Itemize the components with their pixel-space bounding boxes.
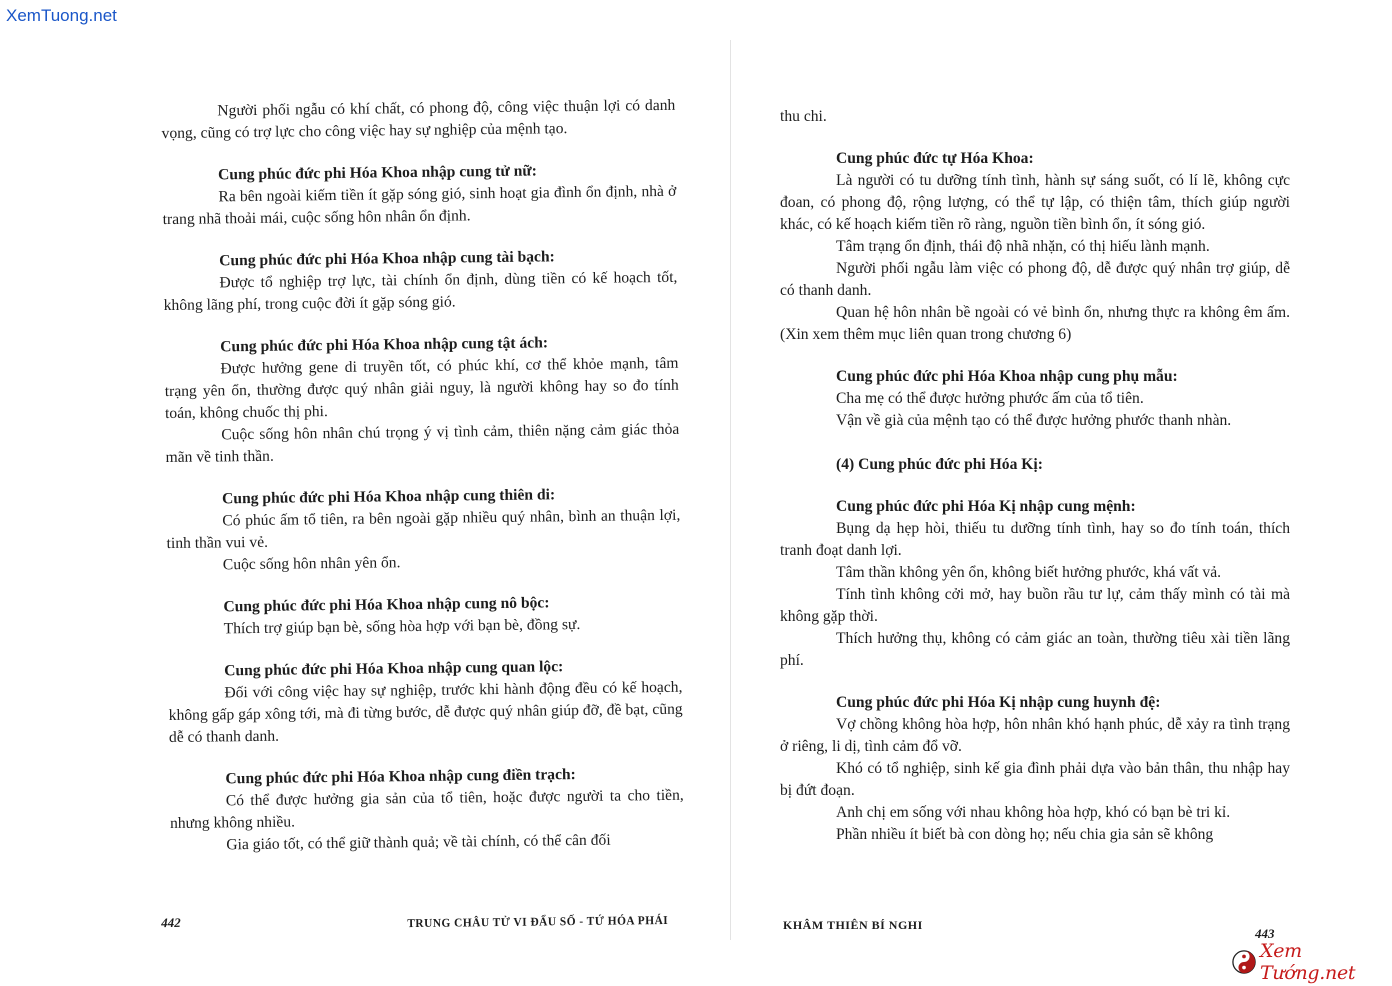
yin-yang-icon [1232, 949, 1256, 975]
paragraph: Anh chị em sống với nhau không hòa hợp, khó có bạn bè tri kỉ. [836, 804, 1231, 821]
paragraph: Thích trợ giúp bạn bè, sống hòa hợp với bạn bè, đồng sự. [223, 615, 581, 638]
subsection-heading: Cung phúc đức phi Hóa Khoa nhập cung quan lộc: [224, 658, 564, 680]
subsection-heading: Cung phúc đức tự Hóa Khoa: [836, 150, 1034, 167]
paragraph: Phần nhiều ít biết bà con dòng họ; nếu chia gia sản sẽ không [836, 826, 1214, 843]
paragraph: Tâm trạng ổn định, thái độ nhã nhặn, có thị hiếu lành mạnh. [836, 238, 1210, 255]
subsection-heading: Cung phúc đức phi Hóa Khoa nhập cung tử nữ: [218, 162, 538, 184]
paragraph: Ra bên ngoài kiếm tiền ít gặp sóng gió, sinh hoạt gia đình ổn định, nhà ở trang nhã thoải mái, cuộc sống hôn nhân ổn định. [162, 182, 677, 229]
paragraph: Cha mẹ có thể được hưởng phước ấm của tổ tiên. [836, 390, 1144, 407]
subsection-heading: Cung phúc đức phi Hóa Khoa nhập cung nô bộc: [223, 594, 550, 616]
paragraph: Tính tình không cởi mở, hay buồn rầu tư lự, cảm thấy mình có tài mà không gặp thời. [780, 586, 1290, 625]
subsection-heading: Cung phúc đức phi Hóa Kị nhập cung mệnh: [836, 498, 1136, 515]
page-number-right: 443 [1255, 926, 1275, 941]
right-page-body [780, 106, 1290, 846]
paragraph: Được hưởng gene di truyền tốt, có phúc khí, cơ thể khỏe mạnh, tâm trạng yên ổn, thường được quý nhân giải nguy, là người không hay so đo tính toán, không chuốc thị phi. [164, 354, 679, 423]
book-fold [730, 40, 731, 940]
paragraph: Vợ chồng không hòa hợp, hôn nhân khó hạnh phúc, dễ xảy ra tình trạng ở riêng, li dị, tình cảm đổ vỡ. [780, 716, 1290, 755]
paragraph: Quan hệ hôn nhân bề ngoài có vẻ bình ổn, nhưng thực ra không êm ấm. (Xin xem thêm mục liên quan trong chương 6) [780, 304, 1290, 343]
paragraph: Tâm thần không yên ổn, không biết hưởng phước, khá vất vả. [836, 564, 1222, 581]
paragraph: Có thể được hưởng gia sản của tổ tiên, hoặc được người ta cho tiền, nhưng không nhiều. [169, 786, 684, 833]
subsection-heading: Cung phúc đức phi Hóa Khoa nhập cung tài bạch: [219, 248, 555, 270]
paragraph: Người phối ngẫu có khí chất, có phong độ, công việc thuận lợi có danh vọng, cũng có trợ lực cho công việc hay sự nghiệp của mệnh tạo. [161, 96, 676, 143]
watermark-logo [1232, 940, 1392, 984]
paragraph: Đối với công việc hay sự nghiệp, trước khi hành động đều có kế hoạch, không gấp gáp xông tới, mà đi từng bước, dễ được quý nhân giúp đỡ, đề bạt, cũng dễ có thanh danh. [168, 678, 683, 747]
paragraph: Bụng dạ hẹp hòi, thiếu tu dưỡng tính tình, hay so đo tính toán, thích tranh đoạt danh lợi. [780, 520, 1290, 559]
subsection-heading: Cung phúc đức phi Hóa Kị nhập cung huynh đệ: [836, 694, 1161, 711]
paragraph: Cuộc sống hôn nhân chú trọng ý vị tình cảm, thiên nặng cảm giác thỏa mãn về tinh thần. [165, 420, 680, 467]
subsection-heading: Cung phúc đức phi Hóa Khoa nhập cung phụ mẫu: [836, 368, 1178, 385]
paragraph: Thích hưởng thụ, không có cảm giác an toàn, thường tiêu xài tiền lãng phí. [780, 630, 1290, 669]
paragraph: thu chi. [780, 108, 827, 125]
running-title-left: TRUNG CHÂU TỬ VI ĐẨU SỐ - TỨ HÓA PHÁI [407, 912, 669, 931]
left-page [144, 0, 686, 986]
paragraph: Người phối ngẫu làm việc có phong độ, dễ được quý nhân trợ giúp, dễ có thanh danh. [780, 260, 1290, 299]
logo-text: Xem Tướng.net [1260, 940, 1356, 984]
paragraph: Là người có tu dưỡng tính tình, hành sự sáng suốt, có lí lẽ, không cực đoan, có phong độ, rộng lượng, có thể tự lập, có thiện tâm, thích giúp người khác, có kế hoạch kiếm tiền rõ ràng, nguồn tiền bình ổn, ít sóng gió. [780, 172, 1290, 233]
left-page-body [161, 95, 684, 857]
subsection-heading: Cung phúc đức phi Hóa Khoa nhập cung điền trạch: [225, 766, 576, 788]
right-page [775, 0, 1290, 983]
paragraph: Có phúc ấm tổ tiên, ra bên ngoài gặp nhiều quý nhân, bình an thuận lợi, tinh thần vui vẻ. [166, 506, 681, 553]
paragraph: Gia giáo tốt, có thể giữ thành quả; về tài chính, có thể cân đối [226, 831, 611, 854]
subsection-heading: Cung phúc đức phi Hóa Khoa nhập cung thiên di: [221, 486, 556, 508]
paragraph: Được tổ nghiệp trợ lực, tài chính ổn định, dùng tiền có kế hoạch tốt, không lãng phí, trong cuộc đời ít gặp sóng gió. [163, 268, 678, 315]
paragraph: Khó có tổ nghiệp, sinh kế gia đình phải dựa vào bản thân, thu nhập hay bị đứt đoạn. [780, 760, 1290, 799]
paragraph: Cuộc sống hôn nhân yên ổn. [222, 554, 401, 574]
page-number-left: 442 [161, 914, 181, 931]
section-heading: (4) Cung phúc đức phi Hóa Kị: [836, 456, 1043, 473]
subsection-heading: Cung phúc đức phi Hóa Khoa nhập cung tật ách: [220, 334, 549, 356]
running-title-right: KHÂM THIÊN BÍ NGHI [783, 918, 923, 932]
site-link[interactable]: XemTuong.net [6, 6, 117, 25]
paragraph: Vận về già của mệnh tạo có thể được hưởng phước thanh nhàn. [836, 412, 1232, 429]
